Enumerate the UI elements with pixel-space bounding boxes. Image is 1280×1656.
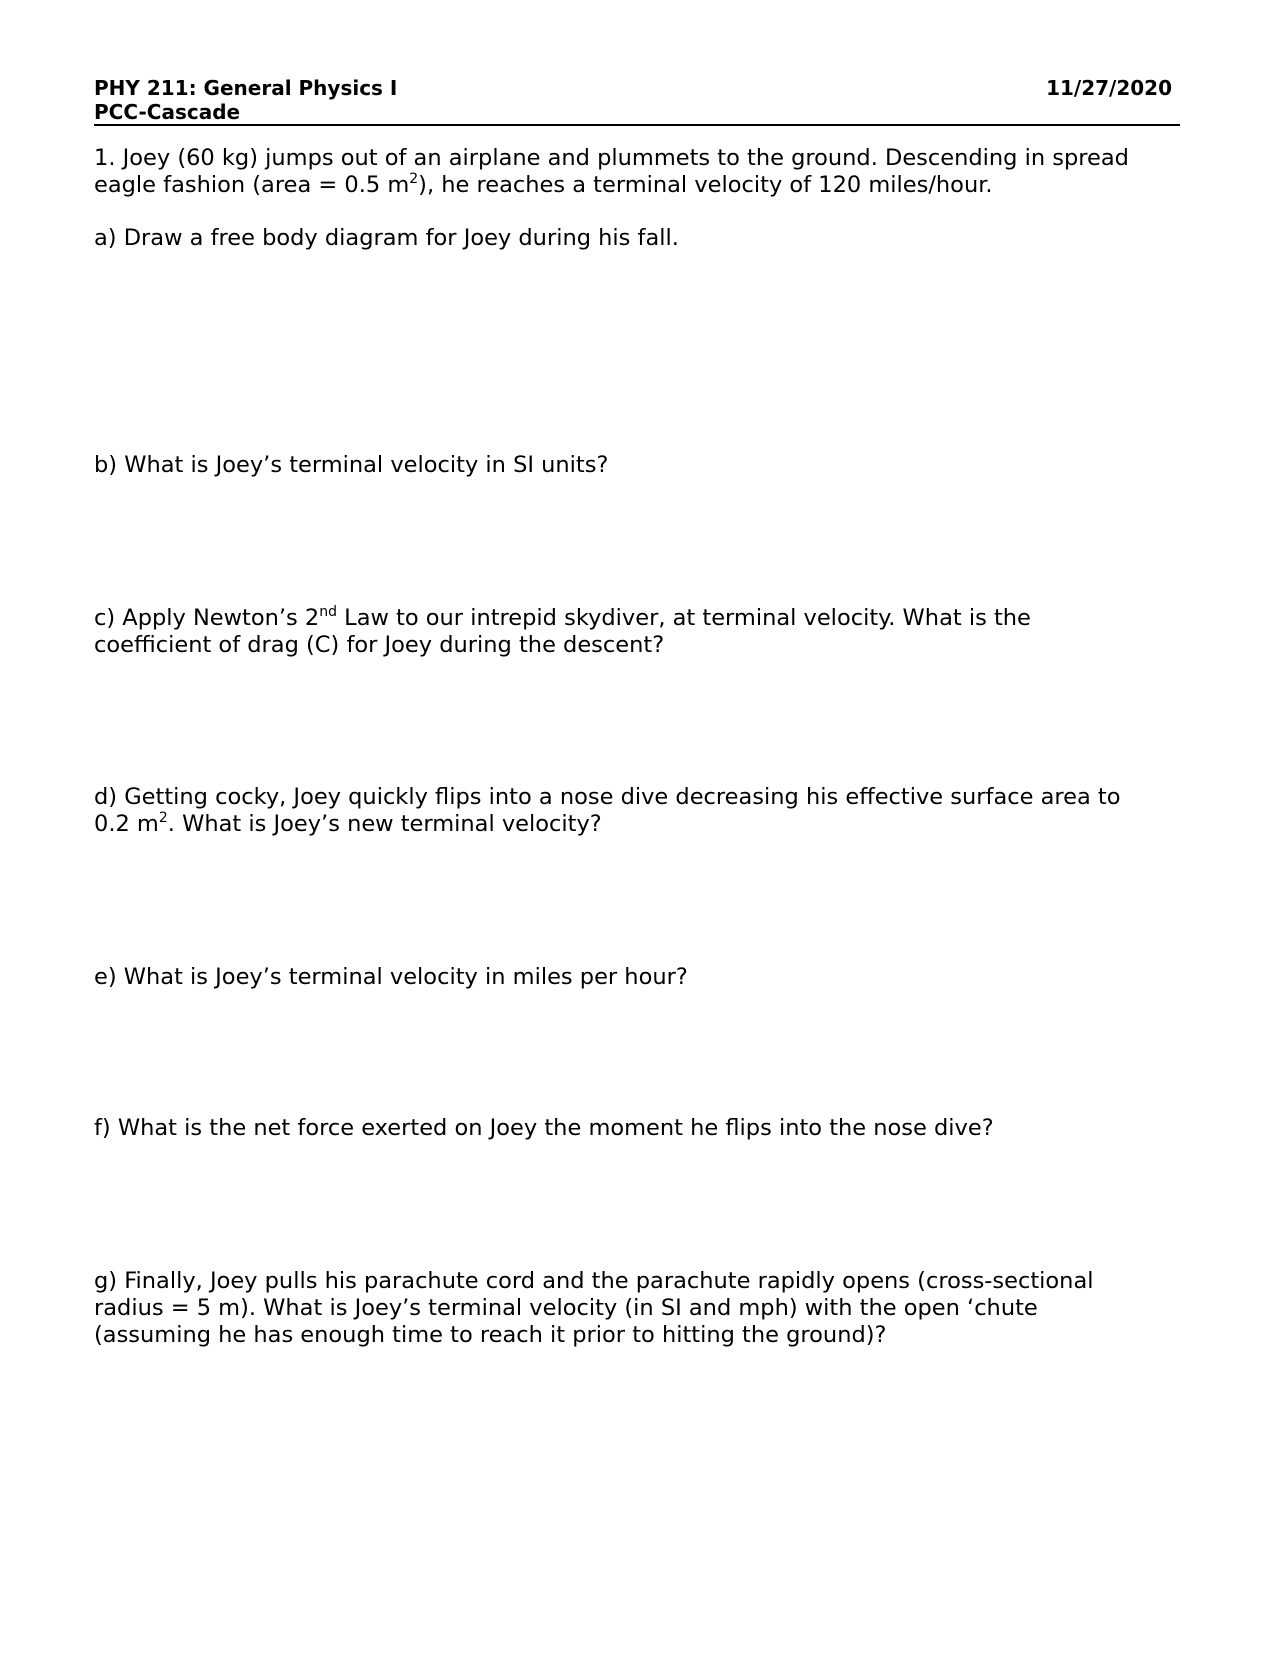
problem-intro: [94, 145, 1194, 199]
question-g-line-2: radius = 5 m). What is Joey’s terminal velocity (in SI and mph) with the open ‘chute: [94, 1295, 1038, 1321]
intro-text-a: eagle fashion (area = 0.5 m: [94, 172, 410, 198]
question-a: a) Draw a free body diagram for Joey during his fall.: [94, 225, 679, 251]
question-c-line-2: coefficient of drag (C) for Joey during the descent?: [94, 632, 665, 658]
question-d-line-1: d) Getting cocky, Joey quickly flips into a nose dive decreasing his effective surface area to: [94, 784, 1121, 810]
question-g-line-1: g) Finally, Joey pulls his parachute cord and the parachute rapidly opens (cross-sectional: [94, 1268, 1094, 1294]
question-c-line-1: [94, 605, 1194, 632]
question-g-line-3: (assuming he has enough time to reach it prior to hitting the ground)?: [94, 1322, 887, 1348]
header-divider: [94, 124, 1180, 126]
question-d-superscript: 2: [158, 810, 168, 826]
intro-superscript: 2: [409, 171, 419, 187]
question-e: e) What is Joey’s terminal velocity in miles per hour?: [94, 964, 688, 990]
question-d-line-2: [94, 811, 1194, 838]
question-f: f) What is the net force exerted on Joey the moment he flips into the nose dive?: [94, 1115, 994, 1141]
question-d-text-b: . What is Joey’s new terminal velocity?: [167, 811, 602, 837]
campus-name: PCC-Cascade: [94, 100, 241, 124]
problem-intro-line-1: 1. Joey (60 kg) jumps out of an airplane and plummets to the ground. Descending in spread: [94, 145, 1129, 171]
question-c-text-b: Law to our intrepid skydiver, at terminal velocity. What is the: [337, 605, 1031, 631]
question-g: [94, 1268, 1194, 1349]
question-c-superscript: nd: [319, 604, 338, 620]
intro-text-b: ), he reaches a terminal velocity of 120 miles/hour.: [418, 172, 993, 198]
course-title: PHY 211: General Physics I: [94, 76, 398, 100]
question-b: b) What is Joey’s terminal velocity in SI units?: [94, 452, 609, 478]
problem-intro-line-2: [94, 172, 1194, 199]
question-d: [94, 784, 1194, 838]
question-c-text-a: c) Apply Newton’s 2: [94, 605, 320, 631]
question-d-text-a: 0.2 m: [94, 811, 159, 837]
question-c: [94, 605, 1194, 659]
header-date: 11/27/2020: [1046, 76, 1172, 100]
